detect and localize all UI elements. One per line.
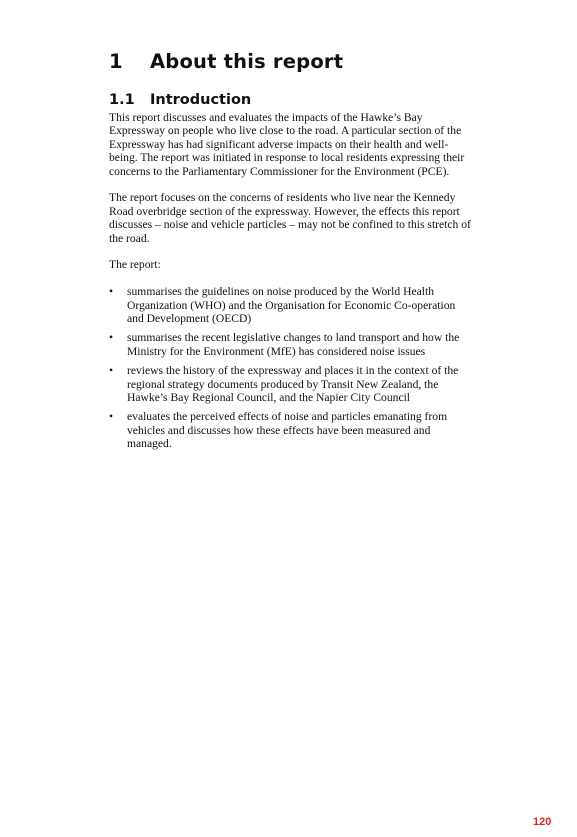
section-heading [109, 90, 251, 110]
list-item-text: summarises the guidelines on noise produced by the World Health Organization (WHO) and the Organisation for Economic Co-operation and Development (OECD) [127, 285, 456, 326]
list-item [109, 331, 471, 358]
list-item-text: summarises the recent legislative changes to land transport and how the Ministry for the Environment (MfE) has considered noise issues [127, 331, 460, 358]
chapter-number: 1 [109, 50, 123, 73]
section-number: 1.1 [109, 92, 135, 108]
paragraph-intro: This report discusses and evaluates the impacts of the Hawke’s Bay Expressway on people who live close to the road. A particular section of the Expressway has had significant adverse impacts on their health and well-being. The report was initiated in response to local residents expressing their concerns to the Parliamentary Commissioner for the Environment (PCE). [109, 111, 465, 178]
list-item-text: reviews the history of the expressway and places it in the context of the regional strategy documents produced by Transit New Zealand, the Hawke’s Bay Regional Council, and the Napier City Council [127, 364, 459, 405]
bullet-list [109, 285, 471, 450]
body-text [109, 111, 471, 457]
paragraph-focus: The report focuses on the concerns of residents who live near the Kennedy Road overbridge section of the expressway. However, the effects this report discusses – noise and vehicle particles – may not be confined to this stretch of the road. [109, 191, 471, 245]
list-item [109, 364, 471, 404]
chapter-heading [109, 49, 343, 75]
bullet-icon: • [109, 364, 114, 378]
section-title: Introduction [150, 92, 252, 108]
paragraph-report-lead: The report: [109, 258, 161, 272]
bullet-icon: • [109, 410, 114, 424]
list-item-text: evaluates the perceived effects of noise and particles emanating from vehicles and discusses how these effects have been measured and managed. [127, 410, 448, 451]
list-item [109, 285, 471, 325]
bullet-icon: • [109, 285, 114, 299]
chapter-title: About this report [150, 50, 344, 73]
bullet-icon: • [109, 331, 114, 345]
page-number: 120 [533, 816, 552, 828]
list-item [109, 410, 471, 450]
